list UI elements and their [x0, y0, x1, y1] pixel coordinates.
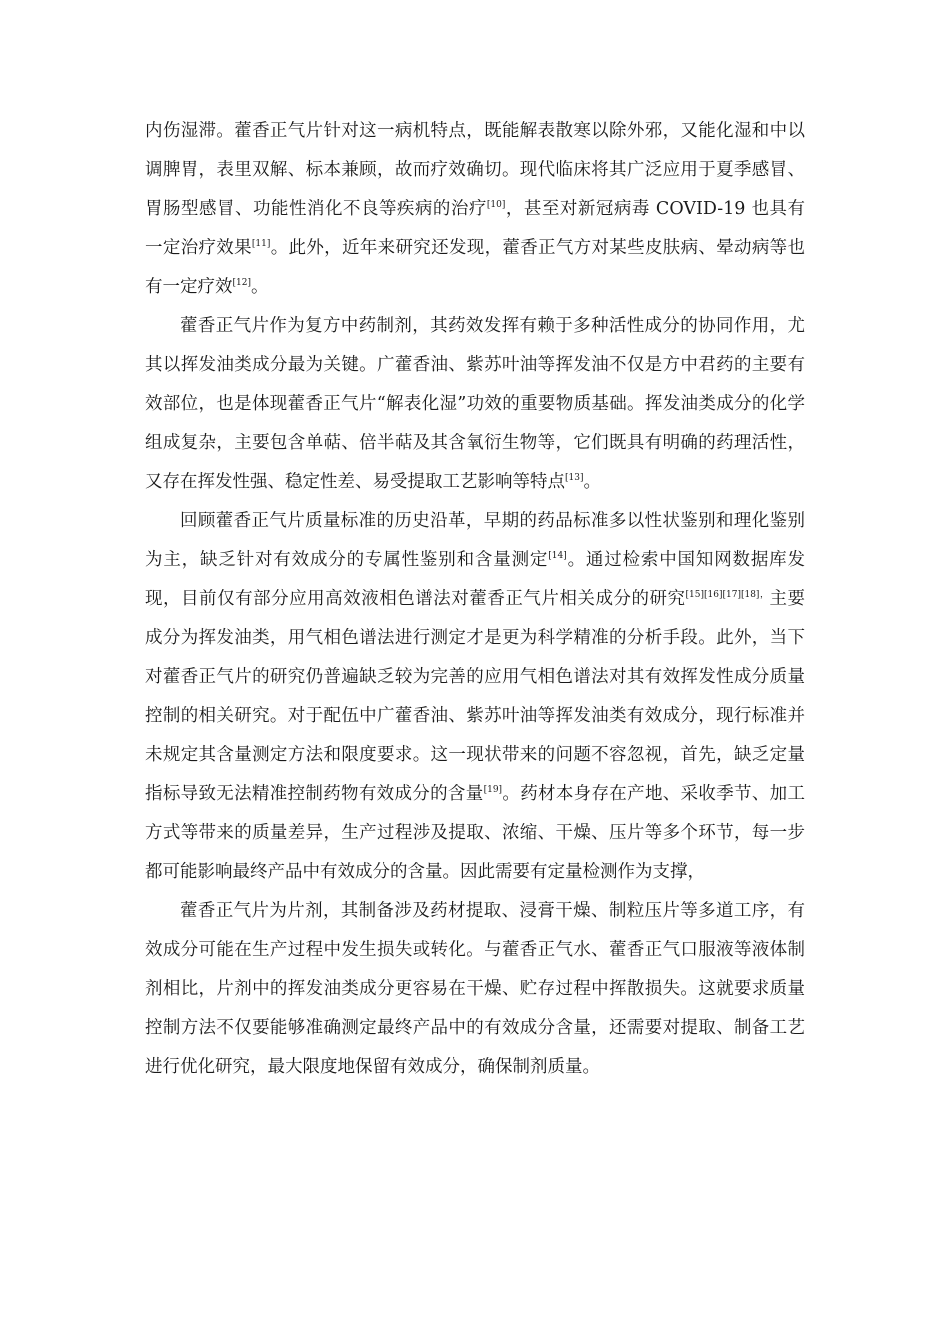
paragraph-text: 。此外，近年来研究还发现，藿香正气方对某些皮肤病、晕动病等也有一定疗效: [145, 238, 806, 297]
citation-reference: [12]: [232, 278, 251, 288]
citation-reference: [14]: [548, 551, 567, 561]
paragraph-text: 。通过检索中国知网数据库发现，目前仅有部分应用高效液相色谱法对藿香正气片相关成分的研究: [145, 550, 806, 609]
citation-reference: [13]: [565, 473, 584, 483]
citation-reference: [15][16][17][18]，: [685, 590, 770, 600]
body-text: [145, 112, 805, 1087]
paragraph-text: 。: [583, 472, 601, 492]
paragraph-text: 回顾藿香正气片质量标准的历史沿革，早期的药品标准多以性状鉴别和理化鉴别为主，缺乏针对有效成分的专属性鉴别和含量测定: [145, 511, 805, 570]
paragraph: [145, 112, 805, 307]
paragraph: [145, 502, 805, 892]
citation-reference: [10]: [486, 200, 506, 210]
paragraph: [145, 892, 805, 1087]
paragraph-text: ，甚至对新冠病毒 COVID-19 也具有一定治疗效果: [145, 199, 805, 258]
citation-reference: [19]: [483, 785, 503, 795]
citation-reference: [11]: [251, 239, 271, 249]
paragraph-text: 藿香正气片为片剂，其制备涉及药材提取、浸膏干燥、制粒压片等多道工序，有效成分可能在生产过程中发生损失或转化。与藿香正气水、藿香正气口服液等液体制剂相比，片剂中的挥发油类成分更容易在干燥、贮存过程中挥散损失。这就要求质量控制方法不仅要能够准确测定最终产品中的有效成分含量，还需要对提取、制备工艺进行优化研究，最大限度地保留有效成分，确保制剂质量。: [145, 901, 805, 1077]
paragraph-text: 。药材本身存在产地、采收季节、加工方式等带来的质量差异，生产过程涉及提取、浓缩、干燥、压片等多个环节，每一步都可能影响最终产品中有效成分的含量。因此需要有定量检测作为支撑，: [145, 784, 805, 882]
paragraph-text: 藿香正气片作为复方中药制剂，其药效发挥有赖于多种活性成分的协同作用，尤其以挥发油类成分最为关键。广藿香油、紫苏叶油等挥发油不仅是方中君药的主要有效部位，也是体现藿香正气片“解表化湿”功效的重要物质基础。挥发油类成分的化学组成复杂，主要包含单萜、倍半萜及其含氧衍生物等，它们既具有明确的药理活性，又存在挥发性强、稳定性差、易受提取工艺影响等特点: [145, 316, 805, 492]
paragraph-text: 内伤湿滞。藿香正气片针对这一病机特点，既能解表散寒以除外邪，又能化湿和中以调脾胃，表里双解、标本兼顾，故而疗效确切。现代临床将其广泛应用于夏季感冒、胃肠型感冒、功能性消化不良等疾病的治疗: [145, 121, 805, 219]
paragraph-text: 主要成分为挥发油类，用气相色谱法进行测定才是更为科学精准的分析手段。此外，当下对藿香正气片的研究仍普遍缺乏较为完善的应用气相色谱法对其有效挥发性成分质量控制的相关研究。对于配伍中广藿香油、紫苏叶油等挥发油类有效成分，现行标准并未规定其含量测定方法和限度要求。这一现状带来的问题不容忽视，首先，缺乏定量指标导致无法精准控制药物有效成分的含量: [145, 589, 806, 804]
paragraph-text: 。: [250, 277, 269, 297]
paragraph: [145, 307, 805, 502]
